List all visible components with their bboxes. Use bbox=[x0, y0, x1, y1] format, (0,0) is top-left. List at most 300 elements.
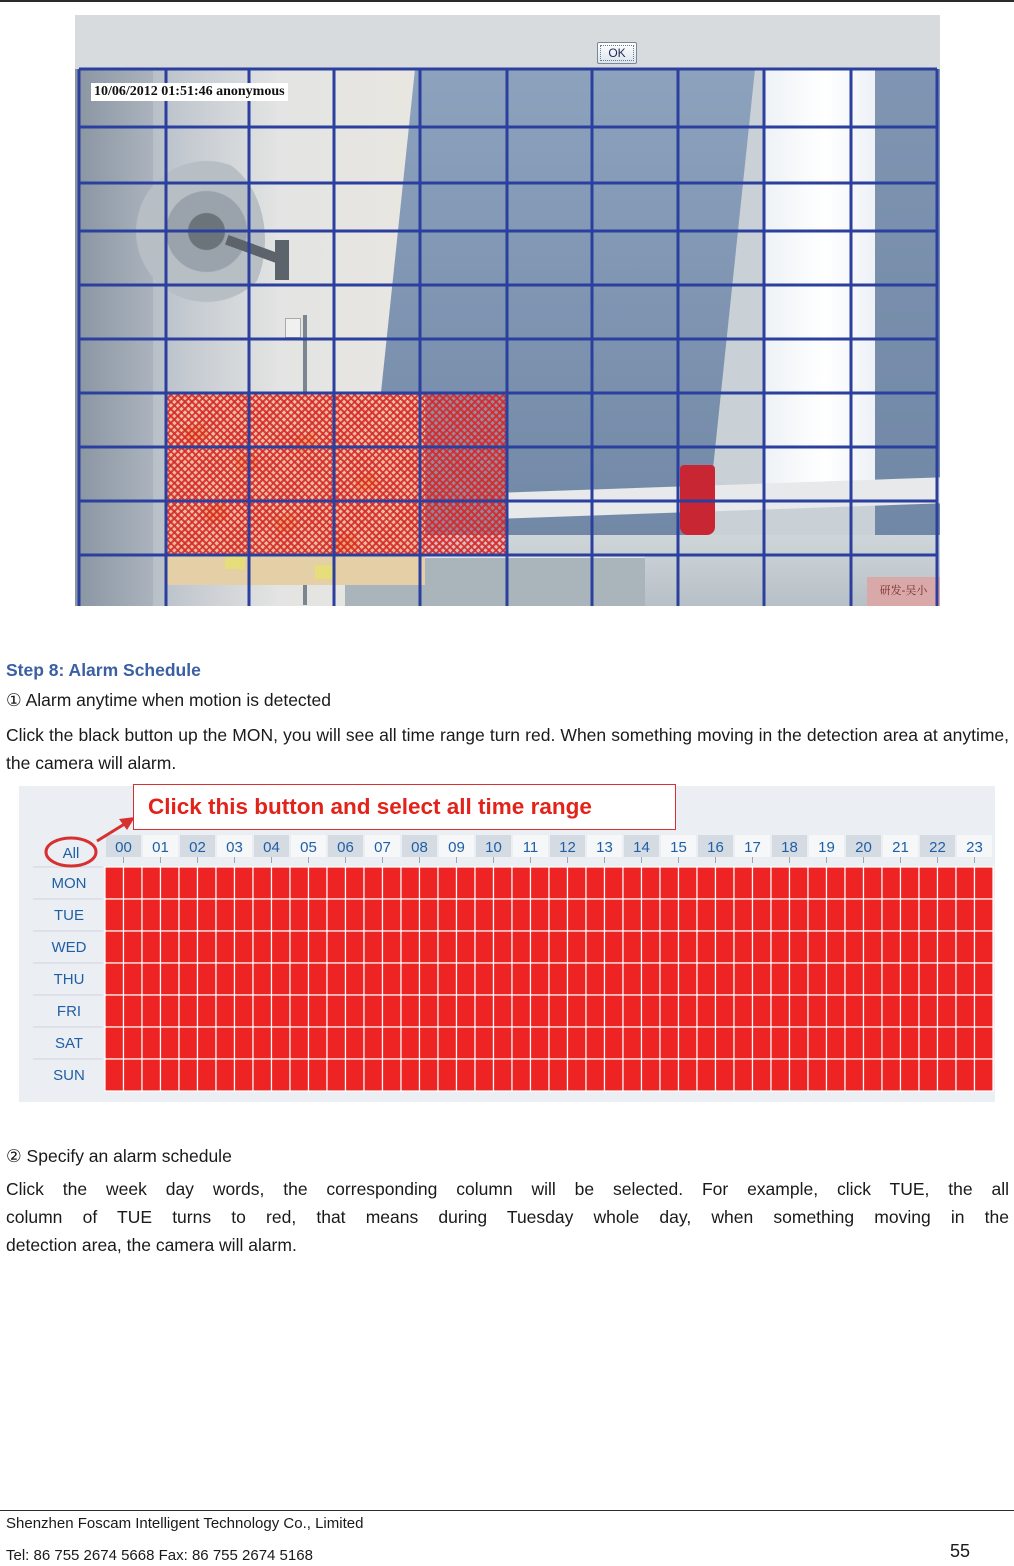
schedule-cell[interactable] bbox=[901, 995, 920, 1027]
schedule-cell[interactable] bbox=[716, 1059, 735, 1091]
schedule-cell[interactable] bbox=[105, 963, 124, 995]
schedule-cell[interactable] bbox=[956, 899, 975, 931]
schedule-cell[interactable] bbox=[845, 931, 864, 963]
schedule-cell[interactable] bbox=[420, 1027, 439, 1059]
schedule-cell[interactable] bbox=[660, 1027, 679, 1059]
schedule-cell[interactable] bbox=[919, 1059, 938, 1091]
schedule-cell[interactable] bbox=[475, 1027, 494, 1059]
schedule-cell[interactable] bbox=[105, 867, 124, 899]
schedule-cell[interactable] bbox=[401, 867, 420, 899]
schedule-cell[interactable] bbox=[438, 1027, 457, 1059]
schedule-cell[interactable] bbox=[512, 995, 531, 1027]
hour-label[interactable]: 08 bbox=[411, 839, 428, 856]
schedule-cell[interactable] bbox=[642, 963, 661, 995]
schedule-cell[interactable] bbox=[309, 867, 328, 899]
schedule-cell[interactable] bbox=[808, 1027, 827, 1059]
schedule-cell[interactable] bbox=[549, 867, 568, 899]
schedule-cell[interactable] bbox=[235, 1027, 254, 1059]
schedule-cell[interactable] bbox=[938, 1059, 957, 1091]
schedule-cell[interactable] bbox=[679, 899, 698, 931]
day-label[interactable]: TUE bbox=[54, 907, 84, 924]
schedule-cell[interactable] bbox=[494, 867, 513, 899]
schedule-cell[interactable] bbox=[161, 995, 180, 1027]
schedule-cell[interactable] bbox=[790, 899, 809, 931]
schedule-cell[interactable] bbox=[475, 995, 494, 1027]
schedule-cell[interactable] bbox=[956, 931, 975, 963]
hour-label[interactable]: 00 bbox=[115, 839, 132, 856]
schedule-cell[interactable] bbox=[642, 931, 661, 963]
schedule-cell[interactable] bbox=[623, 1059, 642, 1091]
schedule-cell[interactable] bbox=[420, 931, 439, 963]
schedule-cell[interactable] bbox=[531, 1027, 550, 1059]
schedule-cell[interactable] bbox=[327, 1059, 346, 1091]
schedule-cell[interactable] bbox=[105, 1059, 124, 1091]
schedule-cell[interactable] bbox=[272, 995, 291, 1027]
hour-label[interactable]: 03 bbox=[226, 839, 243, 856]
schedule-cell[interactable] bbox=[771, 899, 790, 931]
schedule-cell[interactable] bbox=[938, 963, 957, 995]
schedule-cell[interactable] bbox=[808, 899, 827, 931]
schedule-cell[interactable] bbox=[179, 899, 198, 931]
schedule-cell[interactable] bbox=[475, 899, 494, 931]
schedule-cell[interactable] bbox=[198, 867, 217, 899]
schedule-cell[interactable] bbox=[716, 931, 735, 963]
hour-label[interactable]: 05 bbox=[300, 839, 317, 856]
schedule-cell[interactable] bbox=[198, 995, 217, 1027]
schedule-cell[interactable] bbox=[882, 963, 901, 995]
schedule-cell[interactable] bbox=[161, 963, 180, 995]
schedule-cell[interactable] bbox=[827, 1059, 846, 1091]
schedule-cell[interactable] bbox=[364, 995, 383, 1027]
schedule-cell[interactable] bbox=[494, 1027, 513, 1059]
hour-label[interactable]: 01 bbox=[152, 839, 169, 856]
schedule-cell[interactable] bbox=[901, 1027, 920, 1059]
schedule-cell[interactable] bbox=[901, 963, 920, 995]
schedule-cell[interactable] bbox=[605, 963, 624, 995]
schedule-cell[interactable] bbox=[272, 867, 291, 899]
schedule-cell[interactable] bbox=[198, 931, 217, 963]
schedule-cell[interactable] bbox=[549, 963, 568, 995]
hour-label[interactable]: 06 bbox=[337, 839, 354, 856]
schedule-cell[interactable] bbox=[494, 931, 513, 963]
schedule-cell[interactable] bbox=[401, 899, 420, 931]
hour-label[interactable]: 14 bbox=[633, 839, 650, 856]
day-label[interactable]: WED bbox=[51, 939, 87, 956]
schedule-cell[interactable] bbox=[142, 931, 161, 963]
schedule-cell[interactable] bbox=[401, 1059, 420, 1091]
schedule-cell[interactable] bbox=[253, 1027, 272, 1059]
schedule-cell[interactable] bbox=[198, 899, 217, 931]
hour-label[interactable]: 10 bbox=[485, 839, 502, 856]
schedule-cell[interactable] bbox=[623, 931, 642, 963]
schedule-cell[interactable] bbox=[475, 931, 494, 963]
schedule-cell[interactable] bbox=[309, 1027, 328, 1059]
schedule-cell[interactable] bbox=[771, 963, 790, 995]
schedule-cell[interactable] bbox=[216, 995, 235, 1027]
schedule-cell[interactable] bbox=[568, 1059, 587, 1091]
schedule-cell[interactable] bbox=[586, 931, 605, 963]
schedule-cell[interactable] bbox=[457, 1027, 476, 1059]
schedule-cell[interactable] bbox=[457, 995, 476, 1027]
schedule-cell[interactable] bbox=[531, 899, 550, 931]
schedule-cell[interactable] bbox=[124, 963, 143, 995]
schedule-cell[interactable] bbox=[956, 1027, 975, 1059]
schedule-cell[interactable] bbox=[956, 1059, 975, 1091]
schedule-cell[interactable] bbox=[494, 995, 513, 1027]
schedule-cell[interactable] bbox=[198, 963, 217, 995]
schedule-cell[interactable] bbox=[697, 931, 716, 963]
schedule-cell[interactable] bbox=[716, 995, 735, 1027]
schedule-cell[interactable] bbox=[494, 1059, 513, 1091]
schedule-cell[interactable] bbox=[568, 867, 587, 899]
hour-label[interactable]: 21 bbox=[892, 839, 909, 856]
schedule-cell[interactable] bbox=[494, 899, 513, 931]
schedule-cell[interactable] bbox=[512, 963, 531, 995]
schedule-cell[interactable] bbox=[124, 1027, 143, 1059]
hour-label[interactable]: 15 bbox=[670, 839, 687, 856]
schedule-cell[interactable] bbox=[864, 995, 883, 1027]
schedule-cell[interactable] bbox=[401, 995, 420, 1027]
schedule-cell[interactable] bbox=[938, 931, 957, 963]
schedule-cell[interactable] bbox=[845, 963, 864, 995]
schedule-cell[interactable] bbox=[623, 1027, 642, 1059]
schedule-cell[interactable] bbox=[771, 1027, 790, 1059]
schedule-cell[interactable] bbox=[401, 1027, 420, 1059]
schedule-cell[interactable] bbox=[512, 867, 531, 899]
schedule-cell[interactable] bbox=[679, 963, 698, 995]
schedule-cell[interactable] bbox=[975, 899, 994, 931]
schedule-cell[interactable] bbox=[179, 867, 198, 899]
schedule-cell[interactable] bbox=[216, 1027, 235, 1059]
schedule-cell[interactable] bbox=[882, 995, 901, 1027]
schedule-cell[interactable] bbox=[623, 867, 642, 899]
schedule-cell[interactable] bbox=[198, 1059, 217, 1091]
schedule-cell[interactable] bbox=[642, 995, 661, 1027]
schedule-cell[interactable] bbox=[753, 931, 772, 963]
schedule-cell[interactable] bbox=[346, 931, 365, 963]
schedule-cell[interactable] bbox=[623, 995, 642, 1027]
schedule-cell[interactable] bbox=[346, 1027, 365, 1059]
schedule-cell[interactable] bbox=[494, 963, 513, 995]
schedule-cell[interactable] bbox=[124, 995, 143, 1027]
schedule-cell[interactable] bbox=[753, 899, 772, 931]
schedule-cell[interactable] bbox=[235, 995, 254, 1027]
schedule-cell[interactable] bbox=[864, 931, 883, 963]
all-button[interactable]: All bbox=[62, 845, 80, 862]
schedule-cell[interactable] bbox=[753, 963, 772, 995]
schedule-cell[interactable] bbox=[938, 995, 957, 1027]
schedule-cell[interactable] bbox=[716, 867, 735, 899]
schedule-cell[interactable] bbox=[142, 867, 161, 899]
schedule-cell[interactable] bbox=[253, 867, 272, 899]
schedule-cell[interactable] bbox=[882, 867, 901, 899]
day-label[interactable]: SUN bbox=[53, 1067, 85, 1084]
schedule-cell[interactable] bbox=[346, 995, 365, 1027]
schedule-cell[interactable] bbox=[734, 899, 753, 931]
schedule-cell[interactable] bbox=[531, 963, 550, 995]
schedule-cell[interactable] bbox=[827, 899, 846, 931]
hour-label[interactable]: 20 bbox=[855, 839, 872, 856]
day-label[interactable]: MON bbox=[51, 875, 87, 892]
hour-label[interactable]: 22 bbox=[929, 839, 946, 856]
schedule-cell[interactable] bbox=[457, 931, 476, 963]
schedule-cell[interactable] bbox=[882, 1059, 901, 1091]
schedule-cell[interactable] bbox=[975, 931, 994, 963]
schedule-cell[interactable] bbox=[568, 963, 587, 995]
schedule-cell[interactable] bbox=[457, 963, 476, 995]
hour-label[interactable]: 13 bbox=[596, 839, 613, 856]
schedule-cell[interactable] bbox=[235, 899, 254, 931]
schedule-cell[interactable] bbox=[512, 1059, 531, 1091]
schedule-cell[interactable] bbox=[253, 899, 272, 931]
schedule-cell[interactable] bbox=[845, 1027, 864, 1059]
schedule-cell[interactable] bbox=[771, 995, 790, 1027]
schedule-cell[interactable] bbox=[161, 1059, 180, 1091]
hour-label[interactable]: 04 bbox=[263, 839, 280, 856]
schedule-cell[interactable] bbox=[420, 899, 439, 931]
schedule-cell[interactable] bbox=[753, 995, 772, 1027]
schedule-cell[interactable] bbox=[845, 899, 864, 931]
schedule-cell[interactable] bbox=[568, 1027, 587, 1059]
schedule-cell[interactable] bbox=[568, 995, 587, 1027]
schedule-cell[interactable] bbox=[457, 867, 476, 899]
schedule-cell[interactable] bbox=[956, 963, 975, 995]
schedule-cell[interactable] bbox=[660, 963, 679, 995]
schedule-cell[interactable] bbox=[383, 1027, 402, 1059]
day-label[interactable]: SAT bbox=[54, 1035, 84, 1052]
schedule-cell[interactable] bbox=[272, 931, 291, 963]
schedule-cell[interactable] bbox=[216, 931, 235, 963]
detection-grid[interactable] bbox=[75, 15, 940, 606]
schedule-cell[interactable] bbox=[753, 867, 772, 899]
schedule-cell[interactable] bbox=[216, 1059, 235, 1091]
schedule-cell[interactable] bbox=[660, 867, 679, 899]
schedule-cell[interactable] bbox=[734, 995, 753, 1027]
schedule-cell[interactable] bbox=[235, 931, 254, 963]
schedule-cell[interactable] bbox=[586, 1059, 605, 1091]
schedule-cell[interactable] bbox=[679, 1059, 698, 1091]
schedule-cell[interactable] bbox=[605, 995, 624, 1027]
schedule-cell[interactable] bbox=[457, 899, 476, 931]
schedule-cell[interactable] bbox=[309, 931, 328, 963]
schedule-cell[interactable] bbox=[975, 963, 994, 995]
schedule-cell[interactable] bbox=[290, 899, 309, 931]
schedule-cell[interactable] bbox=[605, 1059, 624, 1091]
schedule-cell[interactable] bbox=[124, 899, 143, 931]
schedule-cell[interactable] bbox=[623, 963, 642, 995]
schedule-cell[interactable] bbox=[919, 963, 938, 995]
schedule-cell[interactable] bbox=[105, 899, 124, 931]
schedule-cell[interactable] bbox=[734, 1027, 753, 1059]
schedule-cell[interactable] bbox=[790, 1059, 809, 1091]
schedule-cell[interactable] bbox=[475, 963, 494, 995]
schedule-cell[interactable] bbox=[161, 867, 180, 899]
schedule-cell[interactable] bbox=[642, 867, 661, 899]
schedule-cell[interactable] bbox=[272, 963, 291, 995]
schedule-cell[interactable] bbox=[531, 867, 550, 899]
schedule-cell[interactable] bbox=[586, 867, 605, 899]
schedule-cell[interactable] bbox=[568, 931, 587, 963]
schedule-cell[interactable] bbox=[142, 899, 161, 931]
schedule-cell[interactable] bbox=[383, 963, 402, 995]
schedule-cell[interactable] bbox=[808, 963, 827, 995]
schedule-cell[interactable] bbox=[790, 963, 809, 995]
schedule-cell[interactable] bbox=[346, 867, 365, 899]
schedule-cell[interactable] bbox=[383, 931, 402, 963]
schedule-cell[interactable] bbox=[864, 899, 883, 931]
hour-label[interactable]: 23 bbox=[966, 839, 983, 856]
schedule-cell[interactable] bbox=[438, 899, 457, 931]
schedule-cell[interactable] bbox=[623, 899, 642, 931]
schedule-cell[interactable] bbox=[660, 995, 679, 1027]
schedule-cell[interactable] bbox=[420, 867, 439, 899]
schedule-cell[interactable] bbox=[309, 963, 328, 995]
schedule-cell[interactable] bbox=[790, 995, 809, 1027]
schedule-cell[interactable] bbox=[549, 1027, 568, 1059]
schedule-cell[interactable] bbox=[586, 963, 605, 995]
schedule-cell[interactable] bbox=[383, 899, 402, 931]
schedule-cell[interactable] bbox=[401, 963, 420, 995]
schedule-cell[interactable] bbox=[568, 899, 587, 931]
schedule-cell[interactable] bbox=[235, 1059, 254, 1091]
schedule-cell[interactable] bbox=[845, 867, 864, 899]
schedule-cell[interactable] bbox=[290, 1059, 309, 1091]
schedule-cell[interactable] bbox=[882, 1027, 901, 1059]
hour-label[interactable]: 11 bbox=[522, 839, 539, 856]
schedule-cell[interactable] bbox=[290, 995, 309, 1027]
schedule-cell[interactable] bbox=[364, 1027, 383, 1059]
schedule-cell[interactable] bbox=[179, 963, 198, 995]
schedule-cell[interactable] bbox=[216, 899, 235, 931]
schedule-cell[interactable] bbox=[216, 963, 235, 995]
schedule-cell[interactable] bbox=[901, 1059, 920, 1091]
schedule-cell[interactable] bbox=[216, 867, 235, 899]
hour-label[interactable]: 09 bbox=[448, 839, 465, 856]
schedule-cell[interactable] bbox=[586, 899, 605, 931]
schedule-cell[interactable] bbox=[364, 899, 383, 931]
schedule-cell[interactable] bbox=[346, 963, 365, 995]
schedule-cell[interactable] bbox=[475, 867, 494, 899]
schedule-cell[interactable] bbox=[919, 995, 938, 1027]
schedule-cell[interactable] bbox=[697, 1027, 716, 1059]
schedule-cell[interactable] bbox=[679, 1027, 698, 1059]
schedule-cell[interactable] bbox=[901, 931, 920, 963]
schedule-cell[interactable] bbox=[605, 899, 624, 931]
schedule-cell[interactable] bbox=[586, 995, 605, 1027]
hour-label[interactable]: 07 bbox=[374, 839, 391, 856]
schedule-cell[interactable] bbox=[105, 931, 124, 963]
schedule-cell[interactable] bbox=[327, 1027, 346, 1059]
schedule-cell[interactable] bbox=[753, 1059, 772, 1091]
schedule-cell[interactable] bbox=[161, 899, 180, 931]
schedule-cell[interactable] bbox=[142, 1027, 161, 1059]
schedule-cell[interactable] bbox=[309, 1059, 328, 1091]
schedule-cell[interactable] bbox=[827, 995, 846, 1027]
schedule-cell[interactable] bbox=[438, 931, 457, 963]
schedule-cell[interactable] bbox=[901, 867, 920, 899]
schedule-cell[interactable] bbox=[327, 963, 346, 995]
schedule-cell[interactable] bbox=[512, 1027, 531, 1059]
schedule-cell[interactable] bbox=[346, 1059, 365, 1091]
schedule-cell[interactable] bbox=[938, 899, 957, 931]
hour-label[interactable]: 19 bbox=[818, 839, 835, 856]
schedule-cell[interactable] bbox=[327, 995, 346, 1027]
schedule-cell[interactable] bbox=[309, 995, 328, 1027]
schedule-cell[interactable] bbox=[697, 899, 716, 931]
schedule-cell[interactable] bbox=[697, 995, 716, 1027]
schedule-cell[interactable] bbox=[309, 899, 328, 931]
schedule-cell[interactable] bbox=[549, 995, 568, 1027]
schedule-cell[interactable] bbox=[383, 1059, 402, 1091]
schedule-cell[interactable] bbox=[827, 867, 846, 899]
schedule-cell[interactable] bbox=[124, 1059, 143, 1091]
schedule-cell[interactable] bbox=[179, 995, 198, 1027]
schedule-cell[interactable] bbox=[438, 1059, 457, 1091]
schedule-cell[interactable] bbox=[716, 963, 735, 995]
hour-label[interactable]: 18 bbox=[781, 839, 798, 856]
hour-label[interactable]: 02 bbox=[189, 839, 206, 856]
schedule-cell[interactable] bbox=[124, 931, 143, 963]
schedule-cell[interactable] bbox=[105, 995, 124, 1027]
schedule-cell[interactable] bbox=[327, 931, 346, 963]
schedule-cell[interactable] bbox=[161, 931, 180, 963]
schedule-cell[interactable] bbox=[734, 931, 753, 963]
schedule-cell[interactable] bbox=[512, 899, 531, 931]
schedule-cell[interactable] bbox=[642, 1027, 661, 1059]
schedule-cell[interactable] bbox=[919, 867, 938, 899]
schedule-cell[interactable] bbox=[734, 867, 753, 899]
schedule-cell[interactable] bbox=[919, 931, 938, 963]
schedule-cell[interactable] bbox=[475, 1059, 494, 1091]
schedule-cell[interactable] bbox=[290, 963, 309, 995]
schedule-cell[interactable] bbox=[142, 995, 161, 1027]
schedule-cell[interactable] bbox=[179, 1027, 198, 1059]
schedule-cell[interactable] bbox=[864, 1027, 883, 1059]
schedule-cell[interactable] bbox=[790, 1027, 809, 1059]
schedule-cell[interactable] bbox=[420, 1059, 439, 1091]
schedule-cell[interactable] bbox=[327, 867, 346, 899]
hour-label[interactable]: 16 bbox=[707, 839, 724, 856]
schedule-cell[interactable] bbox=[290, 867, 309, 899]
schedule-cell[interactable] bbox=[975, 867, 994, 899]
schedule-cell[interactable] bbox=[272, 1027, 291, 1059]
schedule-cell[interactable] bbox=[124, 867, 143, 899]
schedule-cell[interactable] bbox=[549, 899, 568, 931]
schedule-cell[interactable] bbox=[808, 995, 827, 1027]
schedule-cell[interactable] bbox=[549, 931, 568, 963]
schedule-cell[interactable] bbox=[901, 899, 920, 931]
schedule-cell[interactable] bbox=[679, 995, 698, 1027]
schedule-cell[interactable] bbox=[716, 899, 735, 931]
schedule-cell[interactable] bbox=[105, 1027, 124, 1059]
schedule-cell[interactable] bbox=[512, 931, 531, 963]
schedule-cell[interactable] bbox=[642, 1059, 661, 1091]
schedule-cell[interactable] bbox=[827, 931, 846, 963]
schedule-cell[interactable] bbox=[827, 963, 846, 995]
schedule-cell[interactable] bbox=[142, 963, 161, 995]
schedule-cell[interactable] bbox=[457, 1059, 476, 1091]
schedule-cell[interactable] bbox=[660, 931, 679, 963]
schedule-cell[interactable] bbox=[253, 931, 272, 963]
schedule-cell[interactable] bbox=[864, 963, 883, 995]
hour-label[interactable]: 12 bbox=[559, 839, 576, 856]
schedule-cell[interactable] bbox=[771, 931, 790, 963]
schedule-cell[interactable] bbox=[438, 963, 457, 995]
schedule-cell[interactable] bbox=[198, 1027, 217, 1059]
schedule-cell[interactable] bbox=[272, 899, 291, 931]
ok-button[interactable]: OK bbox=[597, 42, 637, 64]
schedule-cell[interactable] bbox=[364, 867, 383, 899]
